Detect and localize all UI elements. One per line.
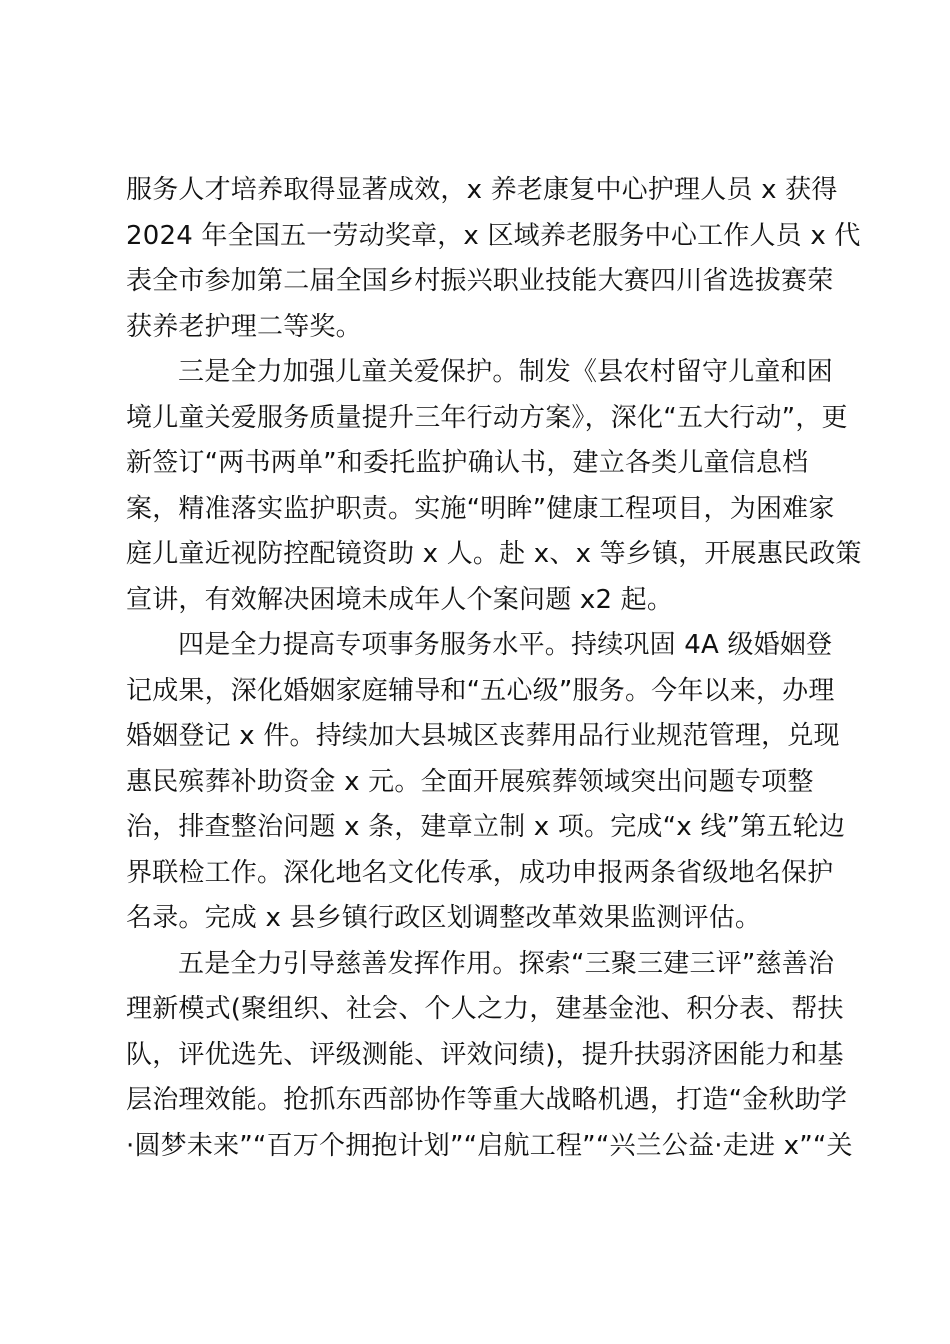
text-line: 宣讲，有效解决困境未成年人个案问题 x2 起。: [126, 584, 674, 615]
text-line: 层治理效能。抢抓东西部协作等重大战略机遇，打造“金秋助学: [126, 1085, 848, 1115]
text-line: 记成果，深化婚姻家庭辅导和“五心级”服务。今年以来，办理: [126, 675, 835, 706]
text-line: 庭儿童近视防控配镜资助 x 人。赴 x、x 等乡镇，开展惠民政策: [126, 539, 862, 569]
text-line: 三是全力加强儿童关爱保护。制发《县农村留守儿童和困: [178, 357, 834, 387]
text-line: 界联检工作。深化地名文化传承，成功申报两条省级地名保护: [126, 857, 834, 888]
text-line: 获养老护理二等奖。: [126, 311, 362, 342]
paragraph-charity: [126, 942, 853, 1170]
text-line: 四是全力提高专项事务服务水平。持续巩固 4A 级婚姻登: [178, 630, 833, 660]
document-body: [126, 168, 862, 1169]
text-line: 队，评优选先、评级测能、评效问绩)，提升扶弱济困能力和基: [126, 1039, 844, 1070]
text-line: ·圆梦未来”“百万个拥抱计划”“启航工程”“兴兰公益·走进 x”“关: [126, 1130, 853, 1161]
text-line: 案，精准落实监护职责。实施“明眸”健康工程项目，为困难家: [126, 493, 835, 524]
paragraph-elderly-care-talent: [126, 168, 861, 350]
paragraph-special-affairs: [126, 623, 846, 942]
text-line: 惠民殡葬补助资金 x 元。全面开展殡葬领域突出问题专项整: [126, 766, 814, 797]
text-line: 理新模式(聚组织、社会、个人之力，建基金池、积分表、帮扶: [126, 994, 844, 1024]
text-line: 2024 年全国五一劳动奖章，x 区域养老服务中心工作人员 x 代: [126, 220, 861, 251]
text-line: 服务人才培养取得显著成效，x 养老康复中心护理人员 x 获得: [126, 175, 838, 205]
text-line: 治，排查整治问题 x 条，建章立制 x 项。完成“x 线”第五轮边: [126, 812, 846, 842]
text-line: 名录。完成 x 县乡镇行政区划调整改革效果监测评估。: [126, 903, 762, 933]
text-line: 新签订“两书两单”和委托监护确认书，建立各类儿童信息档: [126, 448, 809, 478]
text-line: 境儿童关爱服务质量提升三年行动方案》，深化“五大行动”，更: [126, 402, 848, 433]
text-line: 表全市参加第二届全国乡村振兴职业技能大赛四川省选拔赛荣: [126, 266, 834, 296]
text-line: 婚姻登记 x 件。持续加大县城区丧葬用品行业规范管理，兑现: [126, 721, 840, 751]
text-line: 五是全力引导慈善发挥作用。探索“三聚三建三评”慈善治: [178, 948, 835, 979]
paragraph-child-protection: [126, 350, 862, 623]
